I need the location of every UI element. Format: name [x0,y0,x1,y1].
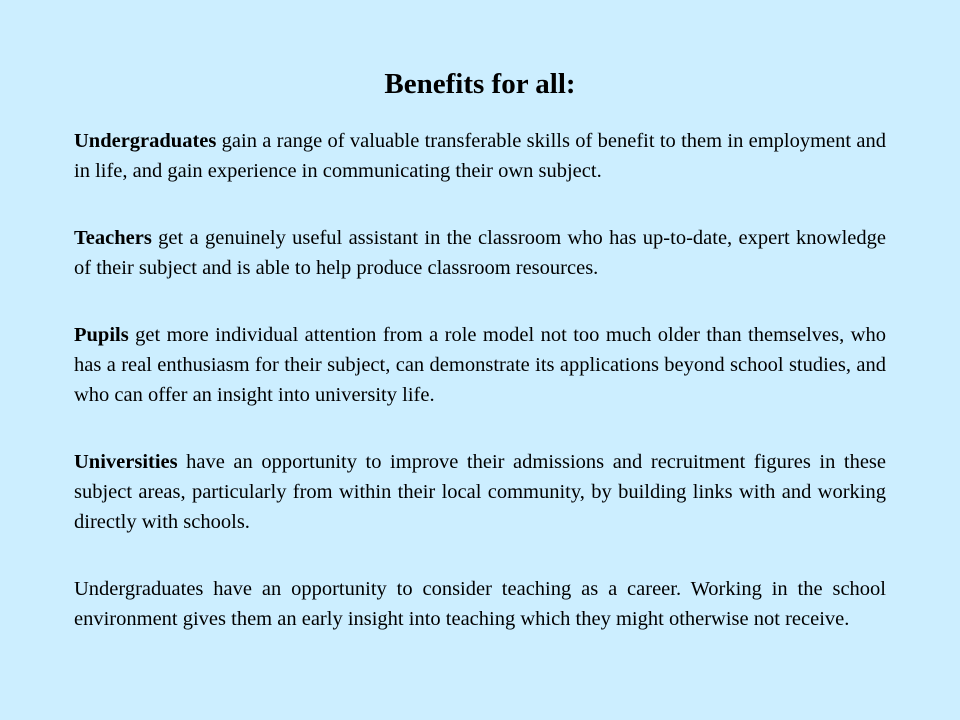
paragraph-teachers [74,223,886,283]
slide-body [74,126,886,671]
paragraph-text: get a genuinely useful assistant in the classroom who has up-to-date, expert knowledge of their subject and is able to help produce classroom resources. [74,227,886,279]
paragraph-lead: Undergraduates [74,130,217,152]
paragraph-text: have an opportunity to improve their admissions and recruitment figures in these subject areas, particularly from within their local community, by building links with and working directly with schools. [74,451,886,533]
paragraph-teaching-career [74,574,886,634]
paragraph-lead: Pupils [74,324,129,346]
paragraph-text: gain a range of valuable transferable skills of benefit to them in employment and in life, and gain experience in communicating their own subject. [74,130,886,182]
paragraph-undergraduates [74,126,886,186]
paragraph-universities [74,447,886,537]
paragraph-lead: Teachers [74,227,152,249]
slide-title: Benefits for all: [384,68,576,100]
paragraph-text: Undergraduates have an opportunity to consider teaching as a career. Working in the school environment gives them an early insight into teaching which they might otherwise not receive. [74,578,886,630]
paragraph-lead: Universities [74,451,178,473]
paragraph-text: get more individual attention from a role model not too much older than themselves, who has a real enthusiasm for their subject, can demonstrate its applications beyond school studies, and who can offer an insight into university life. [74,324,886,406]
paragraph-pupils [74,320,886,410]
